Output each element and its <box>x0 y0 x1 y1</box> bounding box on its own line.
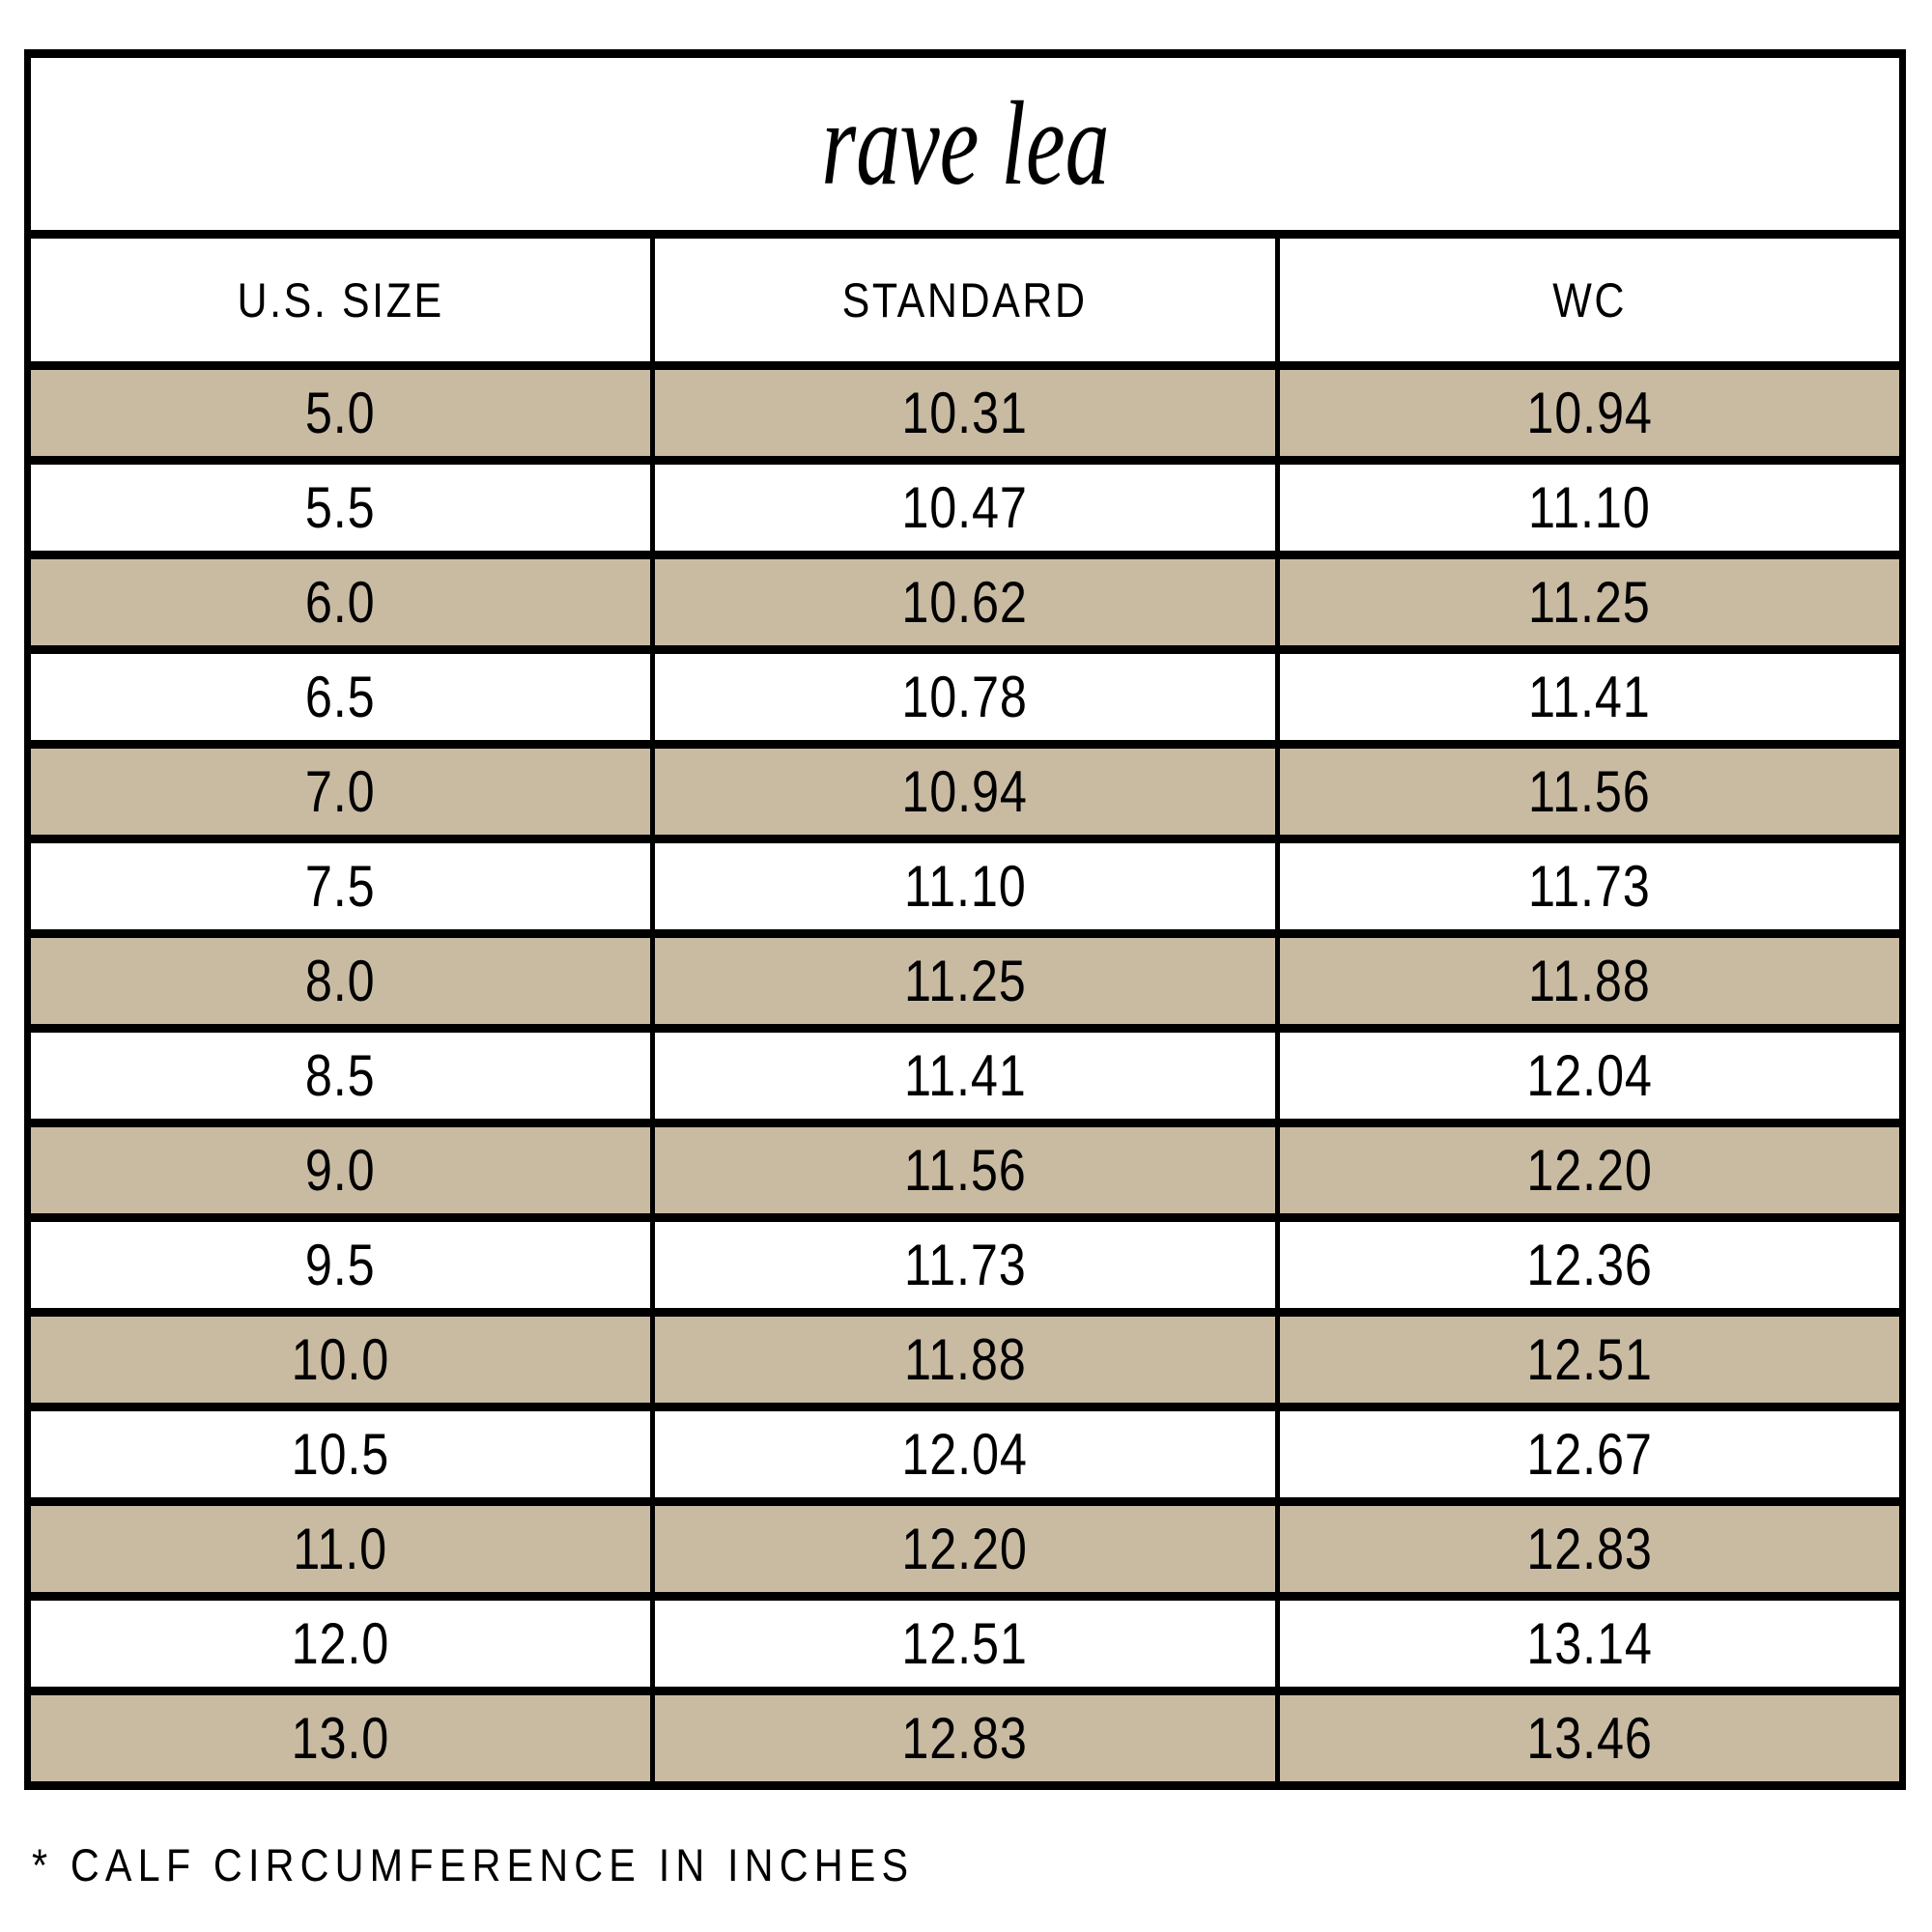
table-row <box>28 555 1903 650</box>
size-cell: 6.0 <box>28 555 653 650</box>
size-chart-table <box>24 49 1906 1790</box>
standard-cell: 10.31 <box>653 366 1278 461</box>
table-row <box>28 1123 1903 1218</box>
size-cell: 8.0 <box>28 934 653 1029</box>
wc-cell: 13.46 <box>1278 1691 1903 1786</box>
standard-cell: 12.04 <box>653 1407 1278 1502</box>
standard-cell: 10.62 <box>653 555 1278 650</box>
column-header-standard <box>653 235 1278 366</box>
table-row <box>28 745 1903 839</box>
standard-cell: 12.51 <box>653 1597 1278 1691</box>
table-row <box>28 650 1903 745</box>
table-row <box>28 1218 1903 1313</box>
wc-cell: 12.83 <box>1278 1502 1903 1597</box>
size-cell: 9.0 <box>28 1123 653 1218</box>
wc-cell: 11.56 <box>1278 745 1903 839</box>
header-row <box>28 235 1903 366</box>
size-cell: 13.0 <box>28 1691 653 1786</box>
table-row <box>28 366 1903 461</box>
standard-cell: 10.78 <box>653 650 1278 745</box>
wc-cell: 11.88 <box>1278 934 1903 1029</box>
standard-cell: 11.56 <box>653 1123 1278 1218</box>
table-row <box>28 1502 1903 1597</box>
standard-cell: 11.25 <box>653 934 1278 1029</box>
wc-cell: 12.36 <box>1278 1218 1903 1313</box>
wc-cell: 11.41 <box>1278 650 1903 745</box>
calf-circumference-footnote <box>32 1838 1035 1891</box>
size-cell: 5.0 <box>28 366 653 461</box>
table-row <box>28 461 1903 555</box>
column-header-wc <box>1278 235 1903 366</box>
standard-cell: 11.73 <box>653 1218 1278 1313</box>
wc-cell: 12.51 <box>1278 1313 1903 1407</box>
table-row <box>28 1407 1903 1502</box>
column-header-label: STANDARD <box>842 272 1088 327</box>
table-row <box>28 1029 1903 1123</box>
size-cell: 7.0 <box>28 745 653 839</box>
size-cell: 10.5 <box>28 1407 653 1502</box>
standard-cell: 11.41 <box>653 1029 1278 1123</box>
wc-cell: 13.14 <box>1278 1597 1903 1691</box>
size-cell: 12.0 <box>28 1597 653 1691</box>
size-cell: 8.5 <box>28 1029 653 1123</box>
wc-cell: 12.04 <box>1278 1029 1903 1123</box>
wc-cell: 12.20 <box>1278 1123 1903 1218</box>
table-row <box>28 1313 1903 1407</box>
column-header-us-size <box>28 235 653 366</box>
standard-cell: 10.47 <box>653 461 1278 555</box>
size-cell: 7.5 <box>28 839 653 934</box>
chart-title: rave lea <box>820 77 1110 210</box>
standard-cell: 12.20 <box>653 1502 1278 1597</box>
wc-cell: 10.94 <box>1278 366 1903 461</box>
wc-cell: 12.67 <box>1278 1407 1903 1502</box>
column-header-label: U.S. SIZE <box>237 272 444 327</box>
footnote-text: * CALF CIRCUMFERENCE IN INCHES <box>32 1839 915 1890</box>
standard-cell: 11.88 <box>653 1313 1278 1407</box>
size-cell: 11.0 <box>28 1502 653 1597</box>
standard-cell: 10.94 <box>653 745 1278 839</box>
table-row <box>28 934 1903 1029</box>
wc-cell: 11.73 <box>1278 839 1903 934</box>
size-cell: 10.0 <box>28 1313 653 1407</box>
chart-title-cell <box>28 54 1903 235</box>
size-cell: 5.5 <box>28 461 653 555</box>
wc-cell: 11.25 <box>1278 555 1903 650</box>
size-cell: 9.5 <box>28 1218 653 1313</box>
table-row <box>28 1597 1903 1691</box>
table-row <box>28 839 1903 934</box>
standard-cell: 12.83 <box>653 1691 1278 1786</box>
table-row <box>28 1691 1903 1786</box>
title-row <box>28 54 1903 235</box>
standard-cell: 11.10 <box>653 839 1278 934</box>
size-cell: 6.5 <box>28 650 653 745</box>
column-header-label: WC <box>1552 272 1627 327</box>
wc-cell: 11.10 <box>1278 461 1903 555</box>
